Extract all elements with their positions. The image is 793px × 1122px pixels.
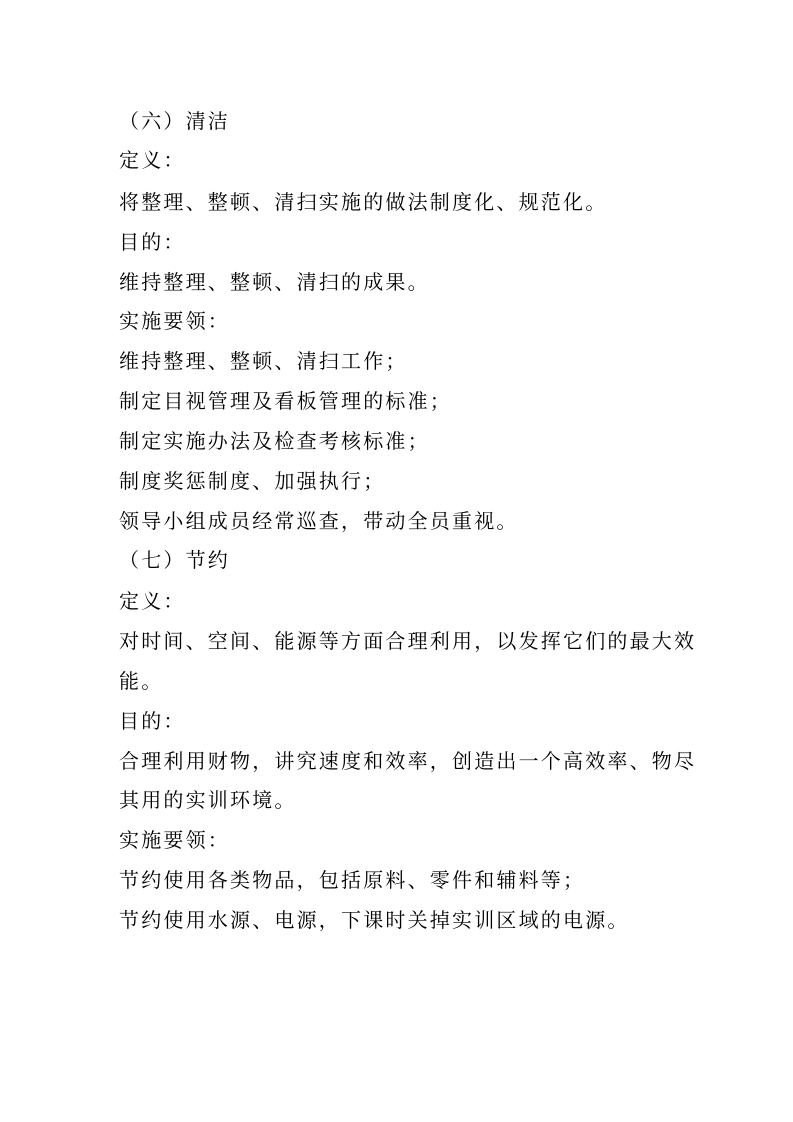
section6-method-item: 制度奖惩制度、加强执行； [119,469,386,493]
section7-purpose-label: 目的： [119,709,186,733]
section7-definition-label: 定义： [119,589,186,613]
section7-heading: （七）节约 [119,548,230,572]
section6-purpose-text: 维持整理、整顿、清扫的成果。 [119,270,430,294]
section6-method-item: 维持整理、整顿、清扫工作； [119,349,408,373]
section7-purpose-text: 合理利用财物，讲究速度和效率，创造出一个高效率、物尽 [119,749,697,773]
section6-method-label: 实施要领： [119,309,230,333]
section6-method-item: 制定实施办法及检查考核标准； [119,429,430,453]
section6-method-item: 制定目视管理及看板管理的标准； [119,389,452,413]
section6-purpose-label: 目的： [119,230,186,254]
section7-method-item: 节约使用各类物品，包括原料、零件和辅料等； [119,868,586,892]
section6-definition-label: 定义： [119,148,186,172]
section7-purpose-text-continued: 其用的实训环境。 [119,788,297,812]
section7-method-label: 实施要领： [119,828,230,852]
section6-method-item: 领导小组成员经常巡查，带动全员重视。 [119,509,519,533]
section6-definition-text: 将整理、整顿、清扫实施的做法制度化、规范化。 [119,190,608,214]
section7-method-item: 节约使用水源、电源，下课时关掉实训区域的电源。 [119,908,630,932]
section7-definition-text: 对时间、空间、能源等方面合理利用，以发挥它们的最大效 [119,629,697,653]
section7-definition-text-continued: 能。 [119,669,164,693]
section6-heading: （六）清洁 [119,109,230,133]
